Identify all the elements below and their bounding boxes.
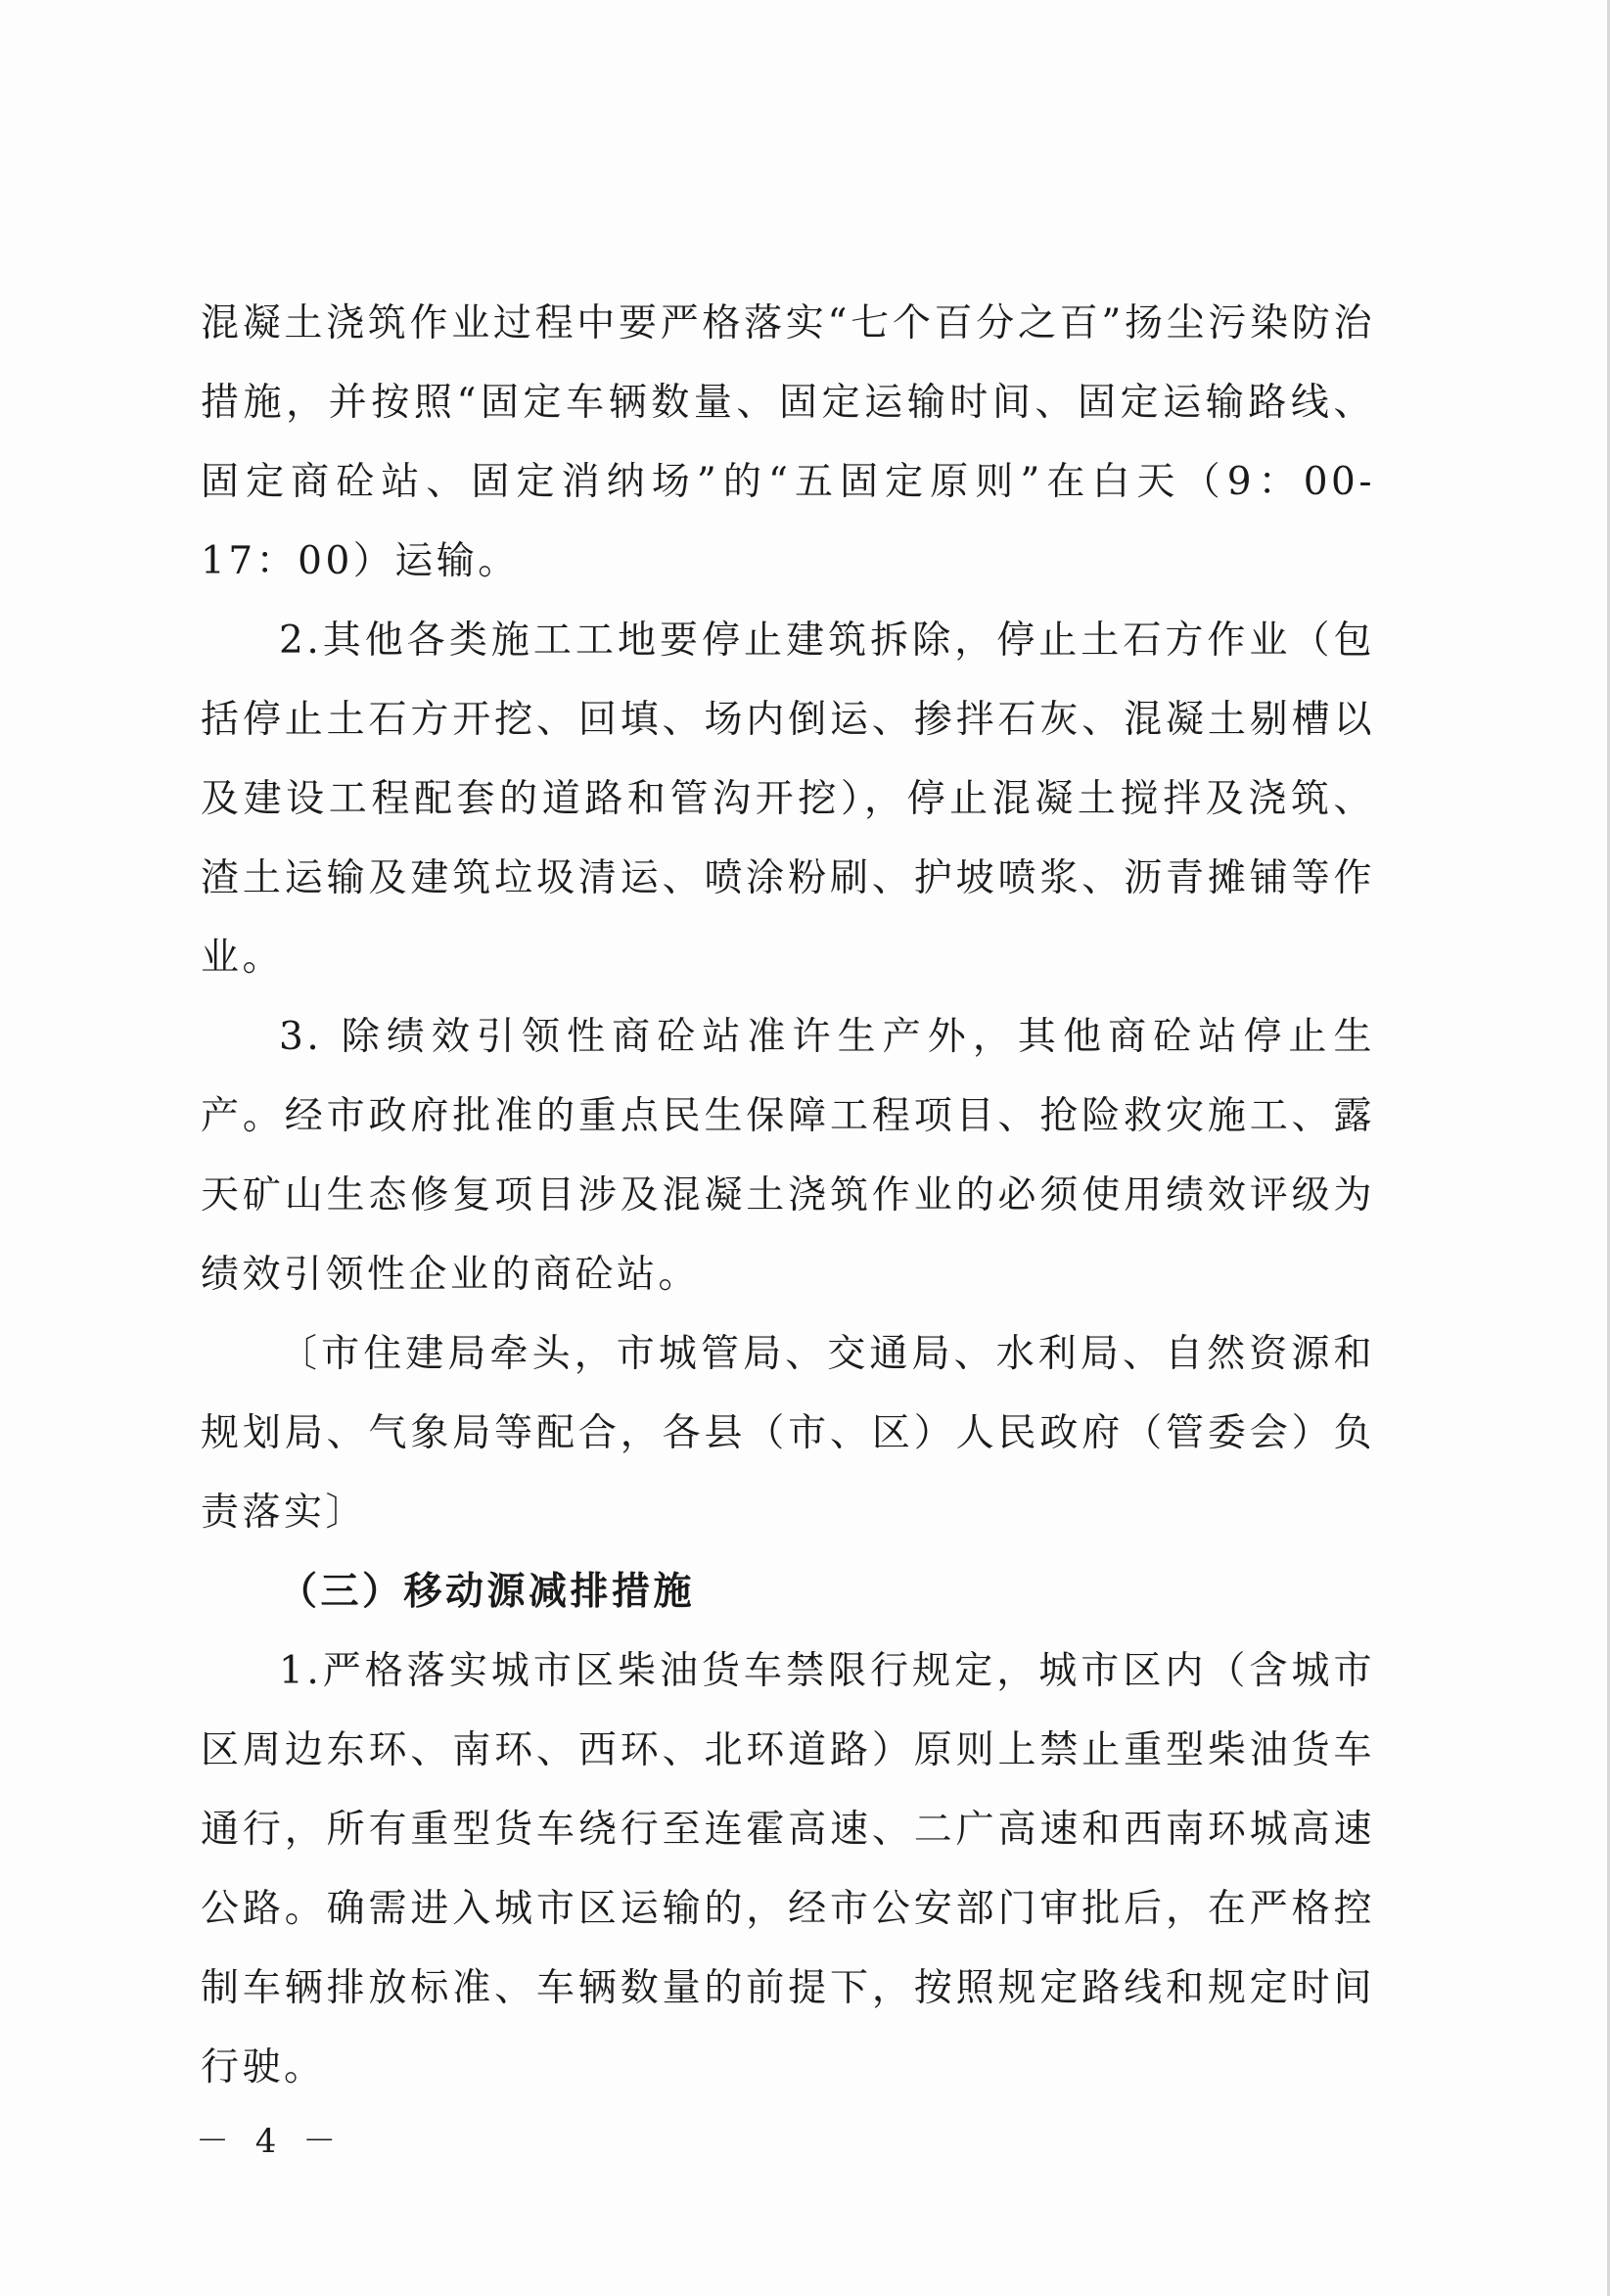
paragraph-2: 2.其他各类施工工地要停止建筑拆除，停止土石方作业（包括停止土石方开挖、回填、场内倒运、掺拌石灰、混凝土剔槽以及建设工程配套的道路和管沟开挖），停止混凝土搅拌及浇筑、渣土运输及建筑垃圾清运、喷涂粉刷、护坡喷浆、沥青摊铺等作业。: [201, 619, 1375, 980]
paragraph-3: 3. 除绩效引领性商砼站准许生产外，其他商砼站停止生产。经市政府批准的重点民生保障工程项目、抢险救灾施工、露天矿山生态修复项目涉及混凝土浇筑作业的必须使用绩效评级为绩效引领性企业的商砼站。: [201, 1015, 1375, 1297]
paragraph-6: 1.严格落实城市区柴油货车禁限行规定，城市区内（含城市区周边东环、南环、西环、北环道路）原则上禁止重型柴油货车通行，所有重型货车绕行至连霍高速、二广高速和西南环城高速公路。确需进入城市区运输的，经市公安部门审批后，在严格控制车辆排放标准、车辆数量的前提下，按照规定路线和规定时间行驶。: [201, 1649, 1375, 2089]
page-number: － 4 －: [196, 2122, 345, 2161]
paragraph-4-responsibility: 〔市住建局牵头，市城管局、交通局、水利局、自然资源和规划局、气象局等配合，各县（市、区）人民政府（管委会）负责落实〕: [201, 1332, 1375, 1535]
document-body: [201, 284, 1375, 2107]
paragraph-1: 混凝土浇筑作业过程中要严格落实“七个百分之百”扬尘污染防治措施，并按照“固定车辆数量、固定运输时间、固定运输路线、固定商砼站、固定消纳场”的“五固定原则”在白天（9：00-17：00）运输。: [201, 301, 1375, 583]
section-heading-mobile-source: （三）移动源减排措施: [279, 1569, 696, 1614]
